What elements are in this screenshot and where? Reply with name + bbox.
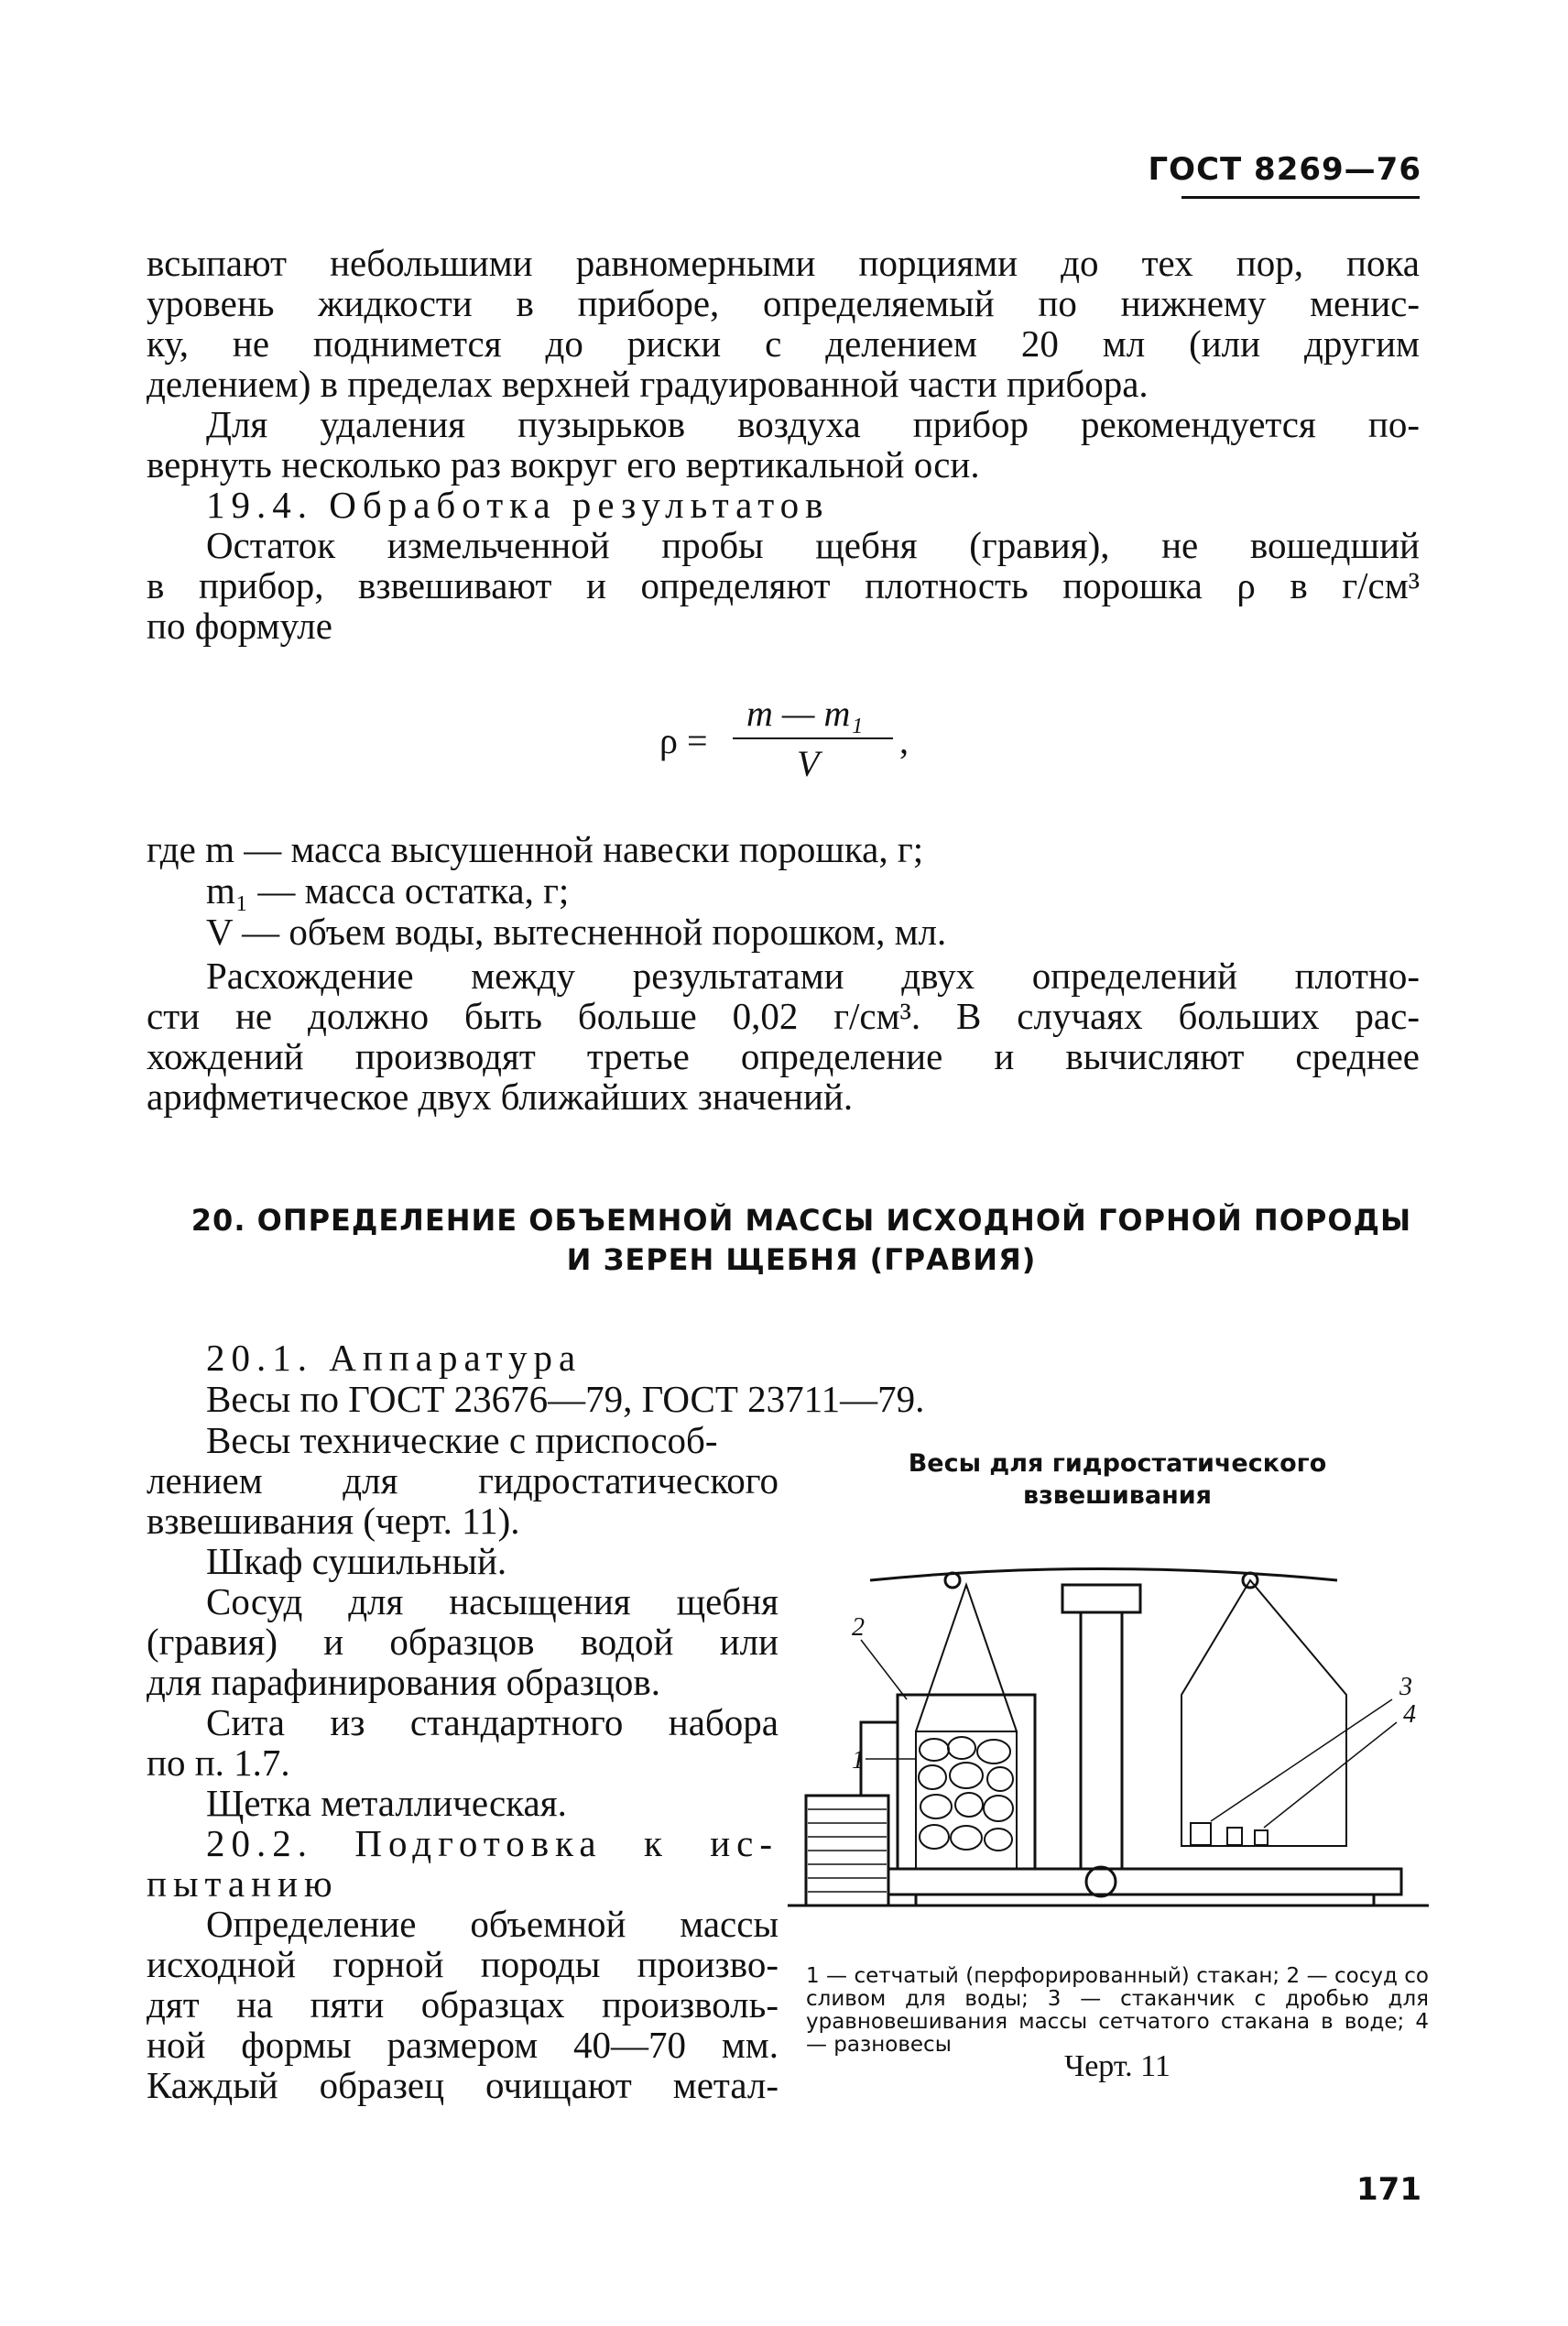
- formula-numerator: m — m₁: [746, 693, 864, 734]
- page-number: 171: [1356, 2171, 1421, 2208]
- label-2: 2: [852, 1613, 865, 1642]
- legend-m: где m — масса высушенной навески порошка, г;: [147, 828, 924, 870]
- figure-title-line-2: взвешивания: [1023, 1481, 1212, 1510]
- gravel-stones: [919, 1737, 1013, 1851]
- hydrostatic-scales-figure: [788, 1530, 1429, 1942]
- left-col-line: Шкаф сушильный.: [206, 1540, 507, 1582]
- density-formula: [659, 692, 916, 792]
- left-col-line: исходной горной породы произво-: [147, 1943, 779, 1985]
- section-20-heading-line-1: 20. ОПРЕДЕЛЕНИЕ ОБЪЕМНОЙ МАССЫ ИСХОДНОЙ ГОРНОЙ ПОРОДЫ: [191, 1203, 1412, 1238]
- scales-standard-line: Весы по ГОСТ 23676—79, ГОСТ 23711—79.: [206, 1378, 925, 1420]
- p4-line-1: Расхождение между результатами двух определений плотно-: [206, 955, 1420, 997]
- weight-small: [1227, 1828, 1242, 1845]
- p1-line-2: уровень жидкости в приборе, определяемый по нижнему менис-: [147, 282, 1420, 324]
- p1-line-3: ку, не поднимется до риски с делением 20 мл (или другим: [147, 322, 1420, 365]
- p3-line-2: в прибор, взвешивают и определяют плотность порошка ρ в г/см³: [147, 564, 1420, 606]
- subsection-20-2: 20.2. Подготовка к ис-: [206, 1822, 779, 1864]
- vessel-with-drain: [898, 1695, 1035, 1869]
- left-col-line: Каждый образец очищают метал-: [147, 2064, 779, 2106]
- left-col-line: Сита из стандартного набора: [206, 1701, 779, 1743]
- left-col-line: дят на пяти образцах произволь-: [147, 1983, 779, 2026]
- p4-line-4: арифметическое двух ближайших значений.: [147, 1076, 854, 1118]
- p4-line-3: хождений производят третье определение и вычисляют среднее: [147, 1035, 1420, 1077]
- scale-column: [1081, 1612, 1122, 1869]
- basket-hanger: [916, 1585, 1017, 1731]
- leader-2: [861, 1640, 907, 1699]
- p2-line-2: вернуть несколько раз вокруг его вертикальной оси.: [147, 443, 980, 486]
- label-4: 4: [1403, 1700, 1416, 1729]
- left-col-line: взвешивания (черт. 11).: [147, 1500, 520, 1542]
- leader-4: [1264, 1722, 1397, 1828]
- left-col-line: Весы технические с приспособ-: [206, 1419, 718, 1461]
- subsection-20-1: 20.1. Аппаратура: [206, 1337, 583, 1379]
- subsection-19-4: 19.4. Обработка результатов: [206, 484, 830, 526]
- p2-line-1: Для удаления пузырьков воздуха прибор рекомендуется по-: [206, 403, 1420, 445]
- pan-hanger: [1181, 1580, 1346, 1846]
- label-3: 3: [1399, 1673, 1412, 1701]
- shot-cup: [1191, 1823, 1211, 1845]
- p3-line-3: по формуле: [147, 605, 332, 647]
- document-header: ГОСТ 8269—76: [1148, 151, 1421, 188]
- scale-beam: [870, 1569, 1337, 1581]
- figure-title-line-1: Весы для гидростатического: [908, 1449, 1327, 1478]
- formula-denominator: V: [797, 743, 820, 784]
- scale-platform: [888, 1869, 1401, 1895]
- formula-lhs: ρ =: [659, 720, 708, 761]
- weight-tiny: [1255, 1830, 1268, 1845]
- platform-knob: [1086, 1867, 1116, 1896]
- left-col-line: Определение объемной массы: [206, 1903, 779, 1945]
- scale-head: [1062, 1585, 1140, 1612]
- fraction-bar: [733, 737, 893, 739]
- figure-number: Черт. 11: [1064, 2049, 1171, 2083]
- left-col-line: ной формы размером 40—70 мм.: [147, 2024, 779, 2066]
- beam-pivot-left: [945, 1573, 960, 1588]
- left-col-line: для парафинирования образцов.: [147, 1661, 660, 1703]
- header-rule: [1181, 196, 1420, 199]
- left-col-line: Сосуд для насыщения щебня: [206, 1580, 779, 1622]
- legend-m1: m₁ — масса остатка, г;: [206, 869, 570, 912]
- label-1: 1: [852, 1746, 865, 1775]
- left-col-line: лением для гидростатического: [147, 1459, 779, 1502]
- figure-caption: 1 — сетчатый (перфорированный) стакан; 2 — сосуд со сливом для воды; 3 — стаканчик с дробью для уравновешивания массы сетчатого стакана в воде; 4 — разновесы: [806, 1964, 1429, 2057]
- p4-line-2: сти не должно быть больше 0,02 г/см³. В случаях больших рас-: [147, 995, 1420, 1037]
- left-col-line: (гравия) и образцов водой или: [147, 1621, 779, 1663]
- p3-line-1: Остаток измельченной пробы щебня (гравия), не вошедший: [206, 524, 1420, 566]
- legend-v: V — объем воды, вытесненной порошком, мл.: [206, 911, 947, 953]
- p1-line-4: делением) в пределах верхней градуированной части прибора.: [147, 363, 1149, 405]
- subsection-20-2-cont: пытанию: [147, 1862, 339, 1905]
- left-col-line: Щетка металлическая.: [206, 1782, 567, 1824]
- p1-line-1: всыпают небольшими равномерными порциями до тех пор, пока: [147, 242, 1420, 284]
- section-20-heading-line-2: И ЗЕРЕН ЩЕБНЯ (ГРАВИЯ): [566, 1242, 1037, 1277]
- formula-tail: ,: [899, 720, 909, 761]
- left-col-line: по п. 1.7.: [147, 1742, 290, 1784]
- figure-title: [806, 1447, 1429, 1512]
- leader-3: [1211, 1699, 1392, 1821]
- water-hatching: [808, 1809, 887, 1892]
